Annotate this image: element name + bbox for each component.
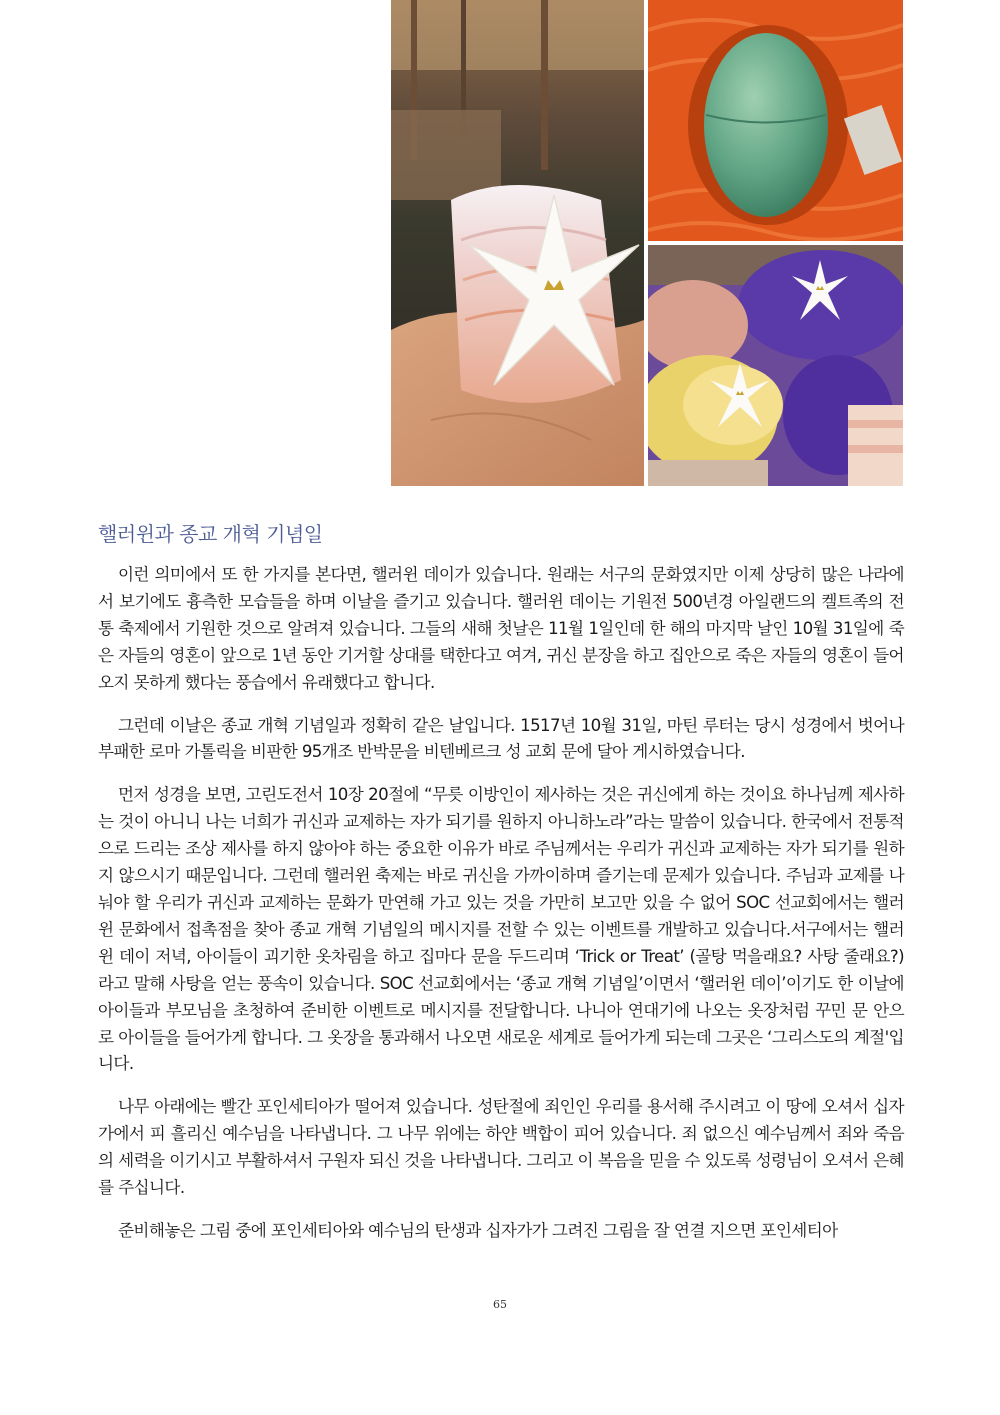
section-heading: 핼러윈과 종교 개혁 기념일 [98,522,323,546]
paragraph-halloween-origin: 이런 의미에서 또 한 가지를 본다면, 핼러윈 데이가 있습니다. 원래는 서구의 문화였지만 이제 상당히 많은 나라에서 보기에도 흉측한 모습들을 하며 이날을 즐기고 있습니다. 핼러윈 데이는 기원전 500년경 아일랜드의 켈트족의 전통 축제에서 기원한 것으로 알려져 있습니다. 그들의 새해 첫날은 11월 1일인데 한 해의 마지막 날인 10월 31일에 죽은 자들의 영혼이 앞으로 1년 동안 기거할 상대를 택한다고 여겨, 귀신 분장을 하고 집안으로 죽은 자들의 영혼이 들어오지 못하게 했다는 풍습에서 유래했다고 합니다. [98,565,904,692]
paragraph-reformation-day: 그런데 이날은 종교 개혁 기념일과 정확히 같은 날입니다. 1517년 10월 31일, 마틴 루터는 당시 성경에서 벗어나 부패한 로마 가톨릭을 비판한 95개조 반박문을 비텐베르크 성 교회 문에 달아 게시하였습니다. [98,715,904,762]
paragraph-soc-event: 먼저 성경을 보면, 고린도전서 10장 20절에 “무릇 이방인이 제사하는 것은 귀신에게 하는 것이요 하나님께 제사하는 것이 아니니 나는 너희가 귀신과 교제하는 자가 되기를 원하지 아니하노라”라는 말씀이 있습니다. 한국에서 전통적으로 드리는 조상 제사를 하지 않아야 하는 중요한 이유가 바로 주님께서는 우리가 귀신과 교제하는 자가 되기를 원하지 않으시기 때문입니다. 그런데 핼러윈 축제는 바로 귀신을 가까이하며 즐기는데 문제가 있습니다. 주님과 교제를 나눠야 할 우리가 귀신과 교제하는 문화가 만연해 가고 있는 것을 가만히 보고만 있을 수 없어 SOC 선교회에서는 핼러윈 문화에서 접촉점을 찾아 종교 개혁 기념일의 메시지를 전할 수 있는 이벤트를 개발하고 있습니다.서구에서는 핼러윈 데이 저녁, 아이들이 괴기한 옷차림을 하고 집마다 문을 두드리며 ‘Trick or Treat’ (골탕 먹을래요? 사탕 줄래요?)라고 말해 사탕을 얻는 풍속이 있습니다. SOC 선교회에서는 ‘종교 개혁 기념일’이면서 ‘핼러윈 데이’이기도 한 이날에 아이들과 부모님을 초청하여 준비한 이벤트로 메시지를 전달합니다. 나니아 연대기에 나오는 옷장처럼 꾸민 문 안으로 아이들을 들어가게 합니다. 그 옷장을 통과해서 나오면 새로운 세계로 들어가게 되는데 그곳은 ‘그리스도의 계절'입니다. [98,785,904,1074]
photo-crochet-basket-pile [648,245,903,486]
paragraph-picture-matching: 준비해놓은 그림 중에 포인세티아와 예수님의 탄생과 십자가가 그려진 그림을 잘 연결 지으면 포인세티아 [118,1220,838,1240]
paragraph-poinsettia-lily: 나무 아래에는 빨간 포인세티아가 떨어져 있습니다. 성탄절에 죄인인 우리를 용서해 주시려고 이 땅에 오셔서 십자가에서 피 흘리신 예수님을 나타냅니다. 그 나무 위에는 하얀 백합이 피어 있습니다. 죄 없으신 예수님께서 죄와 죽음의 세력을 이기시고 부활하셔서 구원자 되신 것을 나타냅니다. 그리고 이 복음을 믿을 수 있도록 성령님이 오셔서 은혜를 주십니다. [98,1097,904,1198]
page-number: 65 [493,1298,507,1311]
article-body [98,562,904,1261]
photo-green-egg-in-orange-crochet [648,0,903,241]
photo-crochet-basket-with-lily [391,0,644,486]
